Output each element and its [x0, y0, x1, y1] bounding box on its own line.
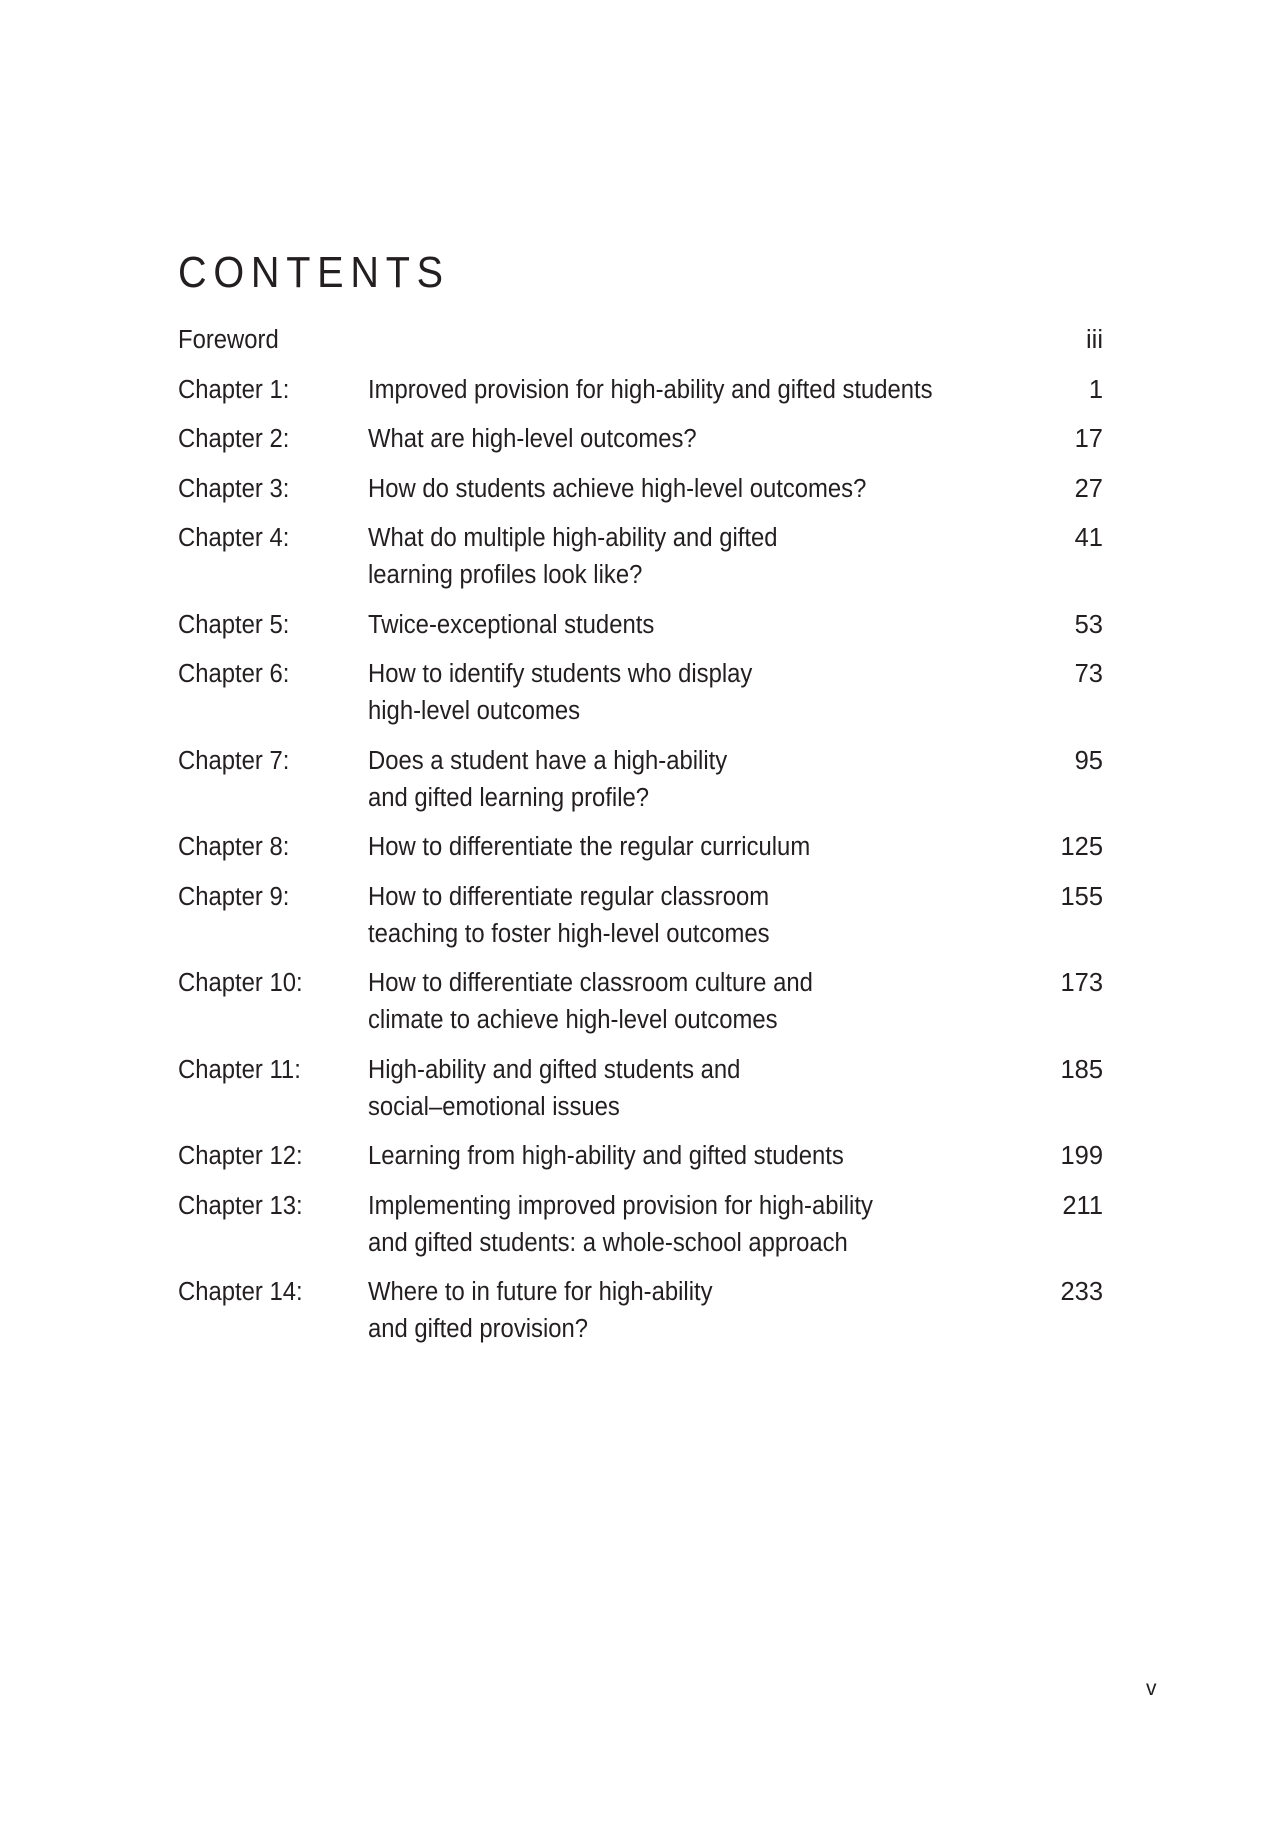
toc-entry[interactable]: [178, 829, 1103, 866]
toc-entry-page-number: 73: [1074, 660, 1103, 688]
toc-entry-list: [178, 322, 1103, 1361]
toc-entry-title: [368, 421, 975, 458]
toc-entry-page-number: 211: [1062, 1191, 1103, 1220]
toc-entry-title: [368, 607, 975, 644]
page-title: CONTENTS: [178, 248, 450, 298]
toc-entry[interactable]: [178, 372, 1103, 409]
toc-entry-title-line: social–emotional issues: [368, 1092, 620, 1121]
toc-entry-title-line: Where to in future for high-ability: [368, 1278, 713, 1306]
toc-entry-label: Chapter 11:: [178, 1055, 301, 1084]
toc-entry-title: [368, 471, 975, 508]
toc-entry[interactable]: [178, 1188, 1103, 1262]
toc-entry-title: [368, 656, 975, 730]
toc-entry-page-number: 173: [1060, 969, 1103, 997]
toc-entry[interactable]: [178, 421, 1103, 458]
toc-entry-title-line: Improved provision for high-ability and gifted students: [368, 375, 933, 404]
toc-entry-label: Chapter 2:: [178, 425, 290, 453]
toc-entry-title-line: climate to achieve high-level outcomes: [368, 1006, 778, 1034]
toc-entry-title-line: and gifted students: a whole-school approach: [368, 1228, 848, 1257]
toc-entry-page-number: 41: [1074, 524, 1103, 552]
toc-entry[interactable]: [178, 607, 1103, 644]
toc-entry-title: [368, 372, 975, 409]
toc-entry-title-line: How do students achieve high-level outcomes?: [368, 474, 867, 503]
toc-entry-title-line: What are high-level outcomes?: [368, 425, 697, 453]
toc-entry-title: [368, 1274, 975, 1348]
toc-entry-page-number: 199: [1060, 1142, 1103, 1170]
toc-entry-page-number: iii: [1086, 326, 1103, 354]
toc-entry-title: [368, 1188, 975, 1262]
toc-entry-page-number: 155: [1060, 882, 1103, 911]
toc-entry-title-line: How to identify students who display: [368, 660, 753, 688]
toc-entry-title-line: Implementing improved provision for high-ability: [368, 1191, 873, 1220]
toc-entry[interactable]: [178, 520, 1103, 594]
toc-entry-title-line: How to differentiate the regular curriculum: [368, 833, 811, 861]
toc-entry-title-line: Learning from high-ability and gifted students: [368, 1142, 844, 1170]
toc-entry[interactable]: [178, 656, 1103, 730]
toc-entry[interactable]: [178, 879, 1103, 953]
toc-entry-page-number: 95: [1074, 746, 1103, 775]
toc-entry-title: [368, 520, 975, 594]
toc-entry-page-number: 17: [1074, 425, 1103, 453]
toc-entry-title-line: What do multiple high-ability and gifted: [368, 524, 778, 552]
toc-entry[interactable]: [178, 322, 1103, 359]
toc-entry-page-number: 27: [1074, 474, 1103, 503]
toc-entry-title-line: High-ability and gifted students and: [368, 1055, 741, 1084]
toc-entry-title-line: Twice-exceptional students: [368, 610, 655, 639]
toc-entry-label: Chapter 5:: [178, 610, 290, 639]
toc-entry[interactable]: [178, 965, 1103, 1039]
toc-entry-title-line: high-level outcomes: [368, 697, 581, 725]
toc-entry-title: [368, 743, 975, 817]
toc-entry-title-line: How to differentiate regular classroom: [368, 882, 770, 911]
folio-page-number: v: [1146, 1677, 1157, 1700]
toc-entry-label: Chapter 14:: [178, 1278, 303, 1306]
toc-entry-label: Chapter 13:: [178, 1191, 303, 1220]
toc-entry-page-number: 1: [1088, 375, 1103, 404]
toc-entry-page-number: 125: [1060, 833, 1103, 861]
toc-entry-title-line: Does a student have a high-ability: [368, 746, 728, 775]
toc-entry[interactable]: [178, 471, 1103, 508]
toc-entry-label: Chapter 8:: [178, 833, 290, 861]
toc-entry-label: Chapter 12:: [178, 1142, 303, 1170]
toc-entry-title: [368, 829, 975, 866]
toc-entry-label: Foreword: [178, 326, 279, 354]
toc-entry-label: Chapter 3:: [178, 474, 290, 503]
toc-entry-label: Chapter 7:: [178, 746, 290, 775]
toc-entry-title: [368, 879, 975, 953]
toc-entry-title: [368, 965, 975, 1039]
toc-entry-title: [368, 1138, 975, 1175]
toc-entry-label: Chapter 10:: [178, 969, 303, 997]
toc-entry-label: Chapter 4:: [178, 524, 290, 552]
toc-entry[interactable]: [178, 743, 1103, 817]
toc-entry[interactable]: [178, 1274, 1103, 1348]
toc-entry-label: Chapter 9:: [178, 882, 290, 911]
toc-entry-page-number: 233: [1060, 1278, 1103, 1306]
toc-entry-label: Chapter 1:: [178, 375, 290, 404]
toc-entry-title-line: learning profiles look like?: [368, 561, 643, 589]
toc-entry-page-number: 185: [1060, 1055, 1103, 1084]
toc-entry-title-line: How to differentiate classroom culture and: [368, 969, 813, 997]
toc-entry-title: [368, 1052, 975, 1126]
toc-entry-page-number: 53: [1074, 610, 1103, 639]
toc-entry-title-line: and gifted learning profile?: [368, 783, 650, 812]
toc-entry-title-line: and gifted provision?: [368, 1315, 589, 1343]
toc-entry-label: Chapter 6:: [178, 660, 290, 688]
toc-entry-title-line: teaching to foster high-level outcomes: [368, 919, 770, 948]
toc-entry[interactable]: [178, 1052, 1103, 1126]
toc-entry[interactable]: [178, 1138, 1103, 1175]
